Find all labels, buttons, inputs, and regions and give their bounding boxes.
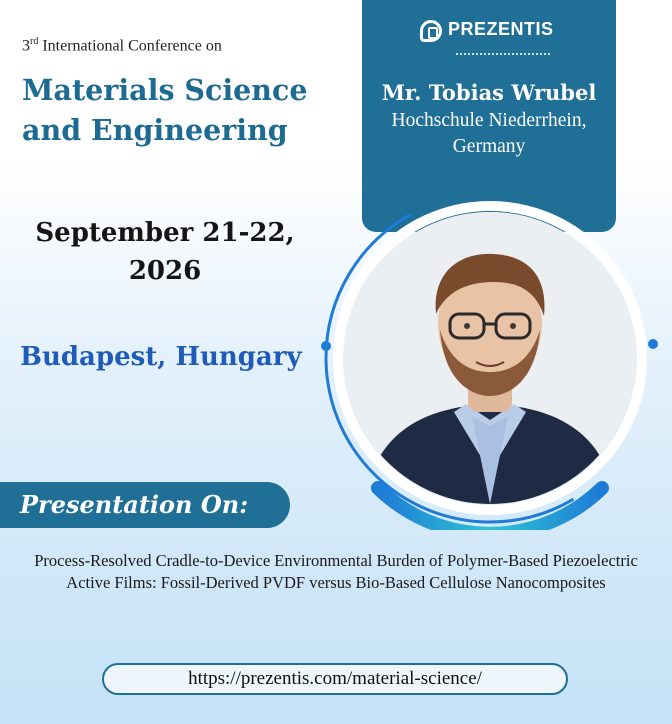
speaker-affiliation: Hochschule Niederrhein, Germany [391,110,587,157]
logo-text: PREZENTIS [448,19,554,39]
edition-number: 3 [22,37,30,55]
prezentis-logo-icon [420,20,442,42]
presentation-label: Presentation On: [20,490,249,519]
logo-tagline-dots [449,40,559,42]
website-link[interactable]: https://prezentis.com/material-science/ [102,663,568,695]
edition-line: International Conference on [38,37,222,55]
presentation-banner [0,482,290,528]
presentation-topic: Process-Resolved Cradle-to-Device Environmental Burden of Polymer-Based Piezoelectric Active Films: Fossil-Derived PVDF versus Bio-Based Cellulose Nanocomposites [34,551,638,592]
edition-suffix: rd [30,36,39,47]
conference-dates: September 21-22, 2026 [35,218,295,286]
prezentis-logo [420,18,560,48]
ring-dot-right [648,339,658,349]
speaker-portrait [344,212,636,504]
speaker-photo [344,212,636,504]
conference-location: Budapest, Hungary [20,342,302,372]
ring-dot-left [321,341,331,351]
conference-edition [22,36,222,55]
speaker-name: Mr. Tobias Wrubel [381,80,597,105]
speaker-card [362,0,616,232]
conference-title: Materials Science and Engineering [22,73,308,147]
